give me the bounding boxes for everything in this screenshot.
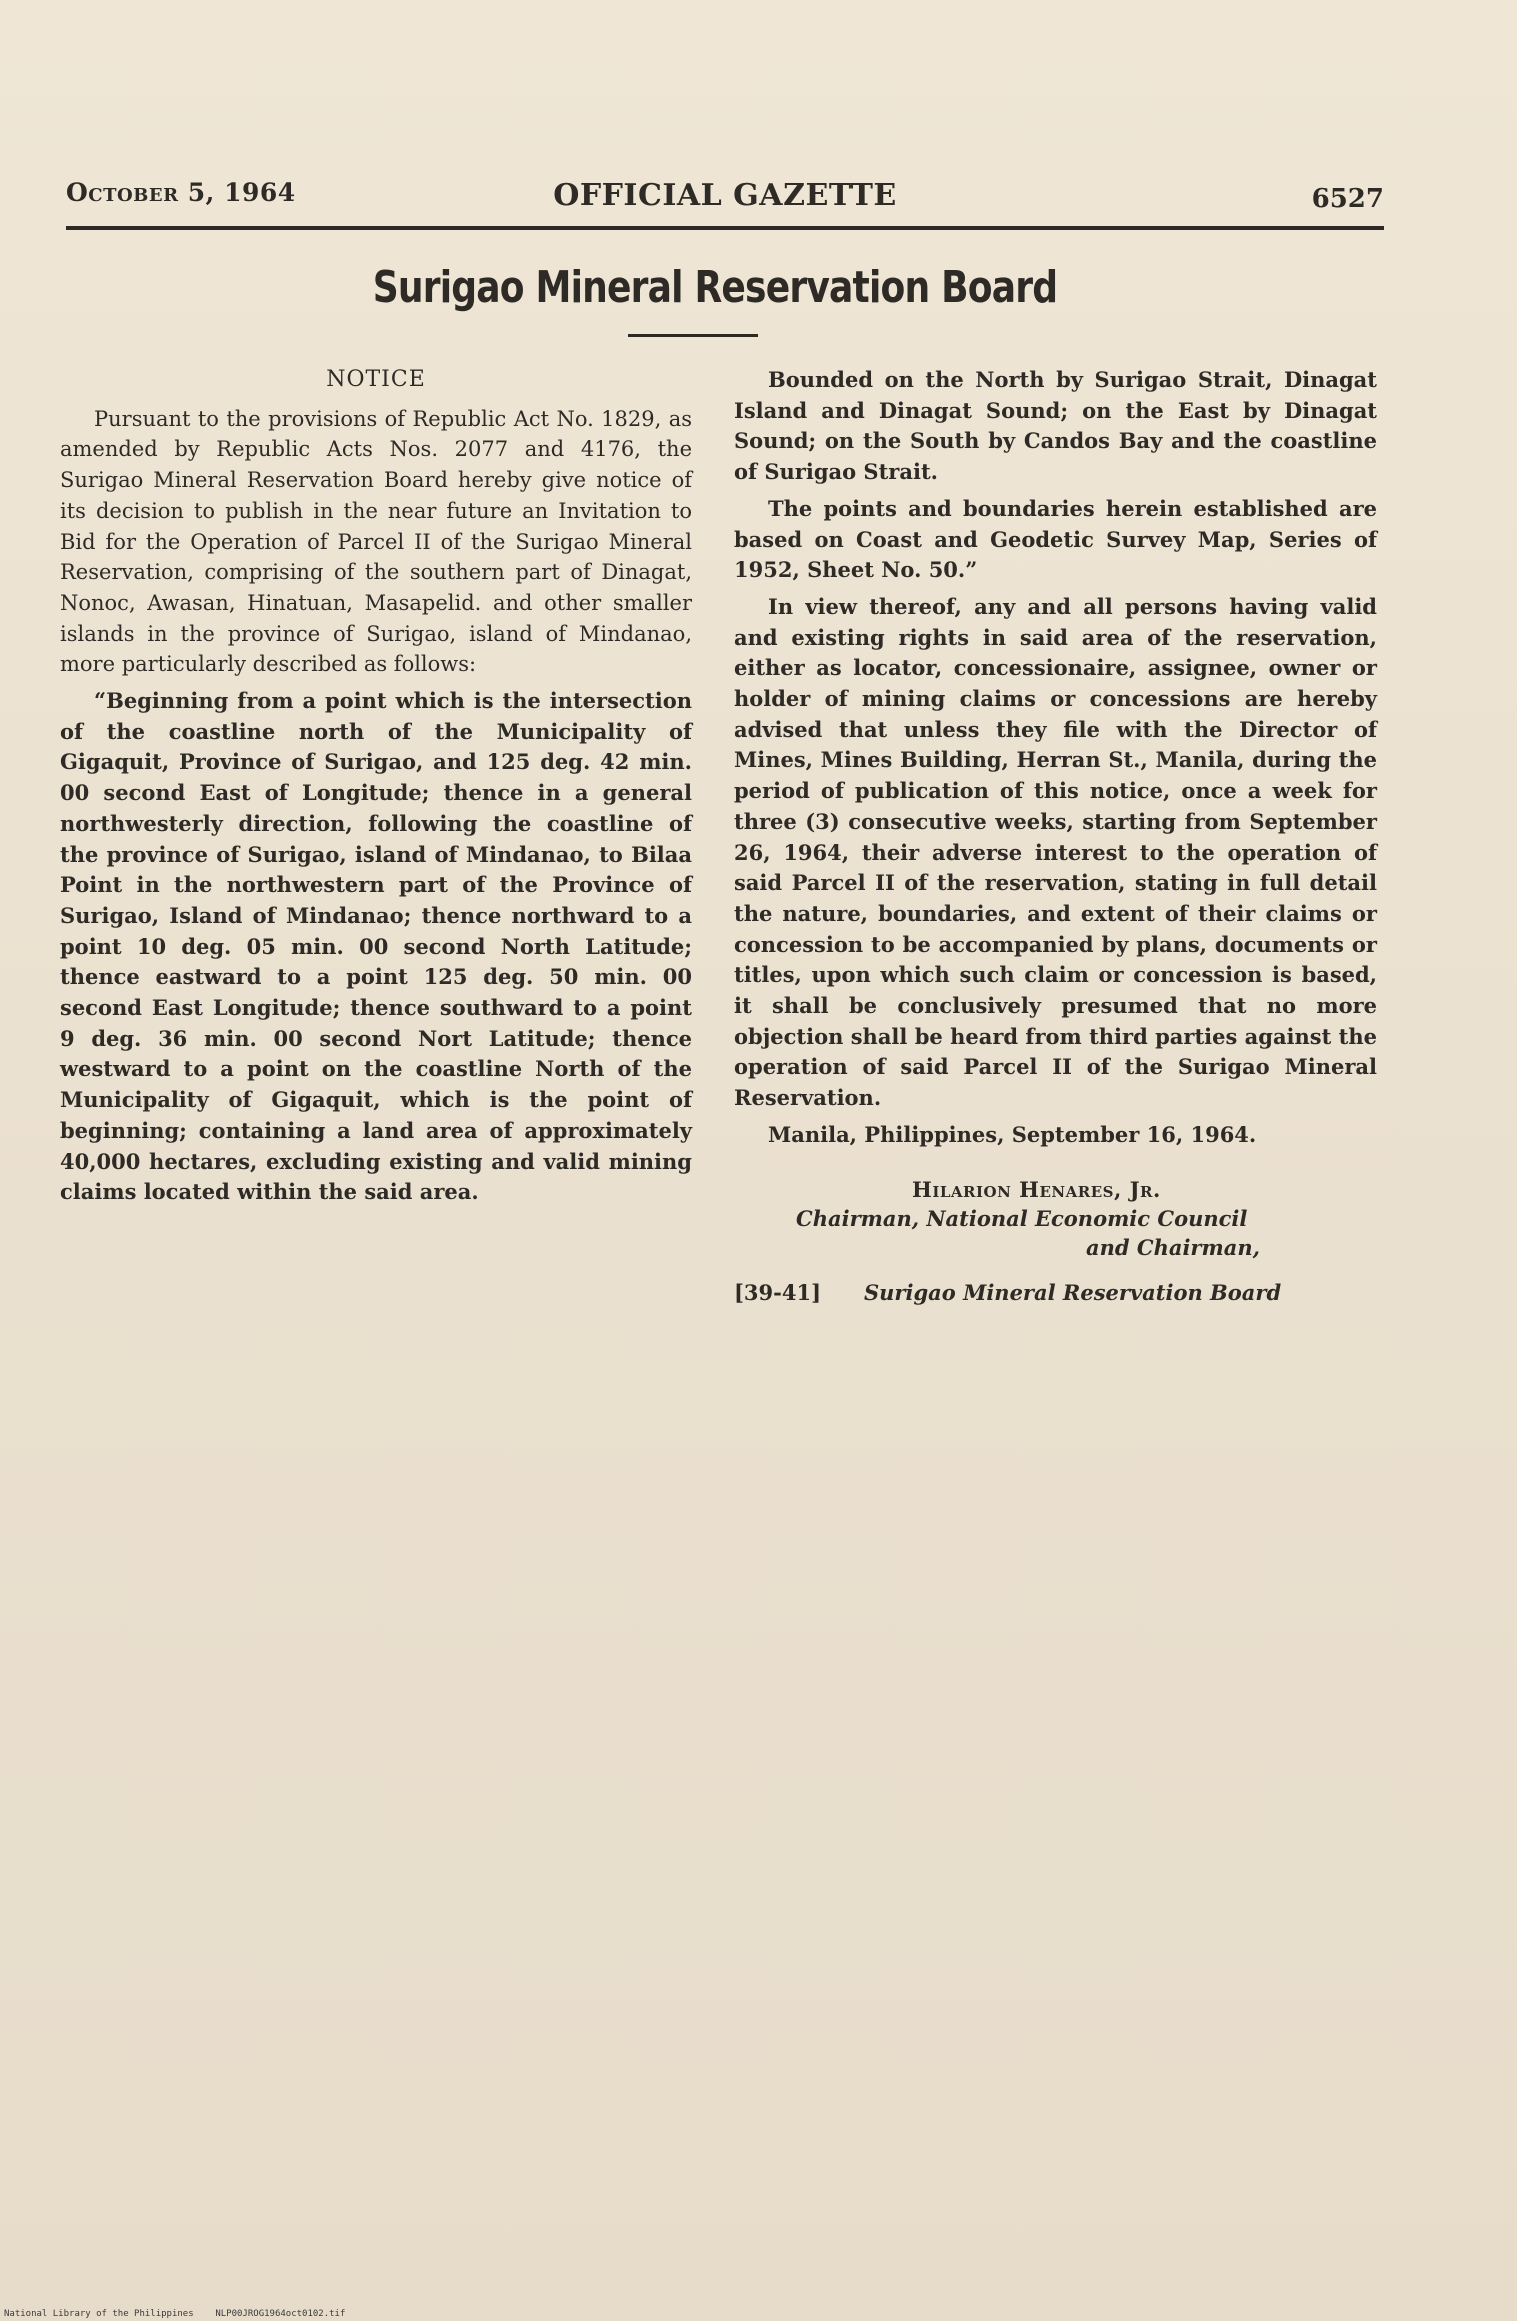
board-name: Surigao Mineral Reservation Board [864,1279,1282,1305]
signatory-role-continued: and Chairman, [1086,1234,1260,1260]
footer-filename: NLP00JROG1964oct0102.tif [215,2309,346,2319]
footer-source: National Library of the Philippines [4,2309,194,2319]
paragraph: The points and boundaries herein established are based on Coast and Geodetic Survey Map, Series of 1952, Sheet No. 50.” [734,495,1377,583]
signature-board-row [734,1278,1377,1308]
notice-heading: NOTICE [326,367,426,392]
scan-footer [4,2309,345,2319]
publication-reference: [39-41] [734,1279,822,1305]
header-page-number: 6527 [1311,184,1384,214]
title-rule [628,334,758,337]
article-title: Surigao Mineral Reservation Board [372,262,1058,313]
signatory-role: Chairman, National Economic Council [796,1205,1248,1231]
paragraph: Pursuant to the provisions of Republic Act No. 1829, as amended by Republic Acts Nos. 2077 and 4176, the Surigao Mineral Reservation Board hereby give notice of its decision to publish in the near future an Invitation to Bid for the Operation of Parcel II of the Surigao Mineral Reservation, comprising of the southern part of Dinagat, Nonoc, Awasan, Hinatuan, Masapelid. and other smaller islands in the province of Surigao, island of Mindanao, more particularly described as follows: [60,406,692,677]
dateline: Manila, Philippines, September 16, 1964. [768,1121,1257,1147]
signature-block [734,1175,1377,1308]
paragraph: In view thereof, any and all persons having valid and existing rights in said area of the reservation, either as locator, concessionaire, assignee, owner or holder of mining claims or concessions are hereby advised that unless they file with the Director of Mines, Mines Building, Herran St., Manila, during the period of publication of this notice, once a week for three (3) consecutive weeks, starting from September 26, 1964, their adverse interest to the operation of said Parcel II of the reservation, stating in full detail the nature, boundaries, and extent of their claims or concession to be accompanied by plans, documents or titles, upon which such claim or concession is based, it shall be conclusively presumed that no more objection shall be heard from third parties against the operation of said Parcel II of the Surigao Mineral Reservation. [734,593,1377,1111]
paragraph: Bounded on the North by Surigao Strait, Dinagat Island and Dinagat Sound; on the East by Dinagat Sound; on the South by Candos Bay and the coastline of Surigao Strait. [734,367,1377,485]
left-column [60,365,692,1214]
signatory-name: Hilarion Henares, Jr. [912,1176,1161,1202]
right-column [734,365,1377,1308]
header-publication: OFFICIAL GAZETTE [553,178,897,213]
header-rule [66,226,1384,230]
header-date: October 5, 1964 [66,178,296,207]
paragraph: “Beginning from a point which is the intersection of the coastline north of the Municipality of Gigaquit, Province of Surigao, and 125 deg. 42 min. 00 second East of Longitude; thence in a general northwesterly direction, following the coastline of the province of Surigao, island of Mindanao, to Bilaa Point in the northwestern part of the Province of Surigao, Island of Mindanao; thence northward to a point 10 deg. 05 min. 00 second North Latitude; thence eastward to a point 125 deg. 50 min. 00 second East Longitude; thence southward to a point 9 deg. 36 min. 00 second Nort Latitude; thence westward to a point on the coastline North of the Municipality of Gigaquit, which is the point of beginning; containing a land area of approximately 40,000 hectares, excluding existing and valid mining claims located within the said area. [60,688,692,1205]
